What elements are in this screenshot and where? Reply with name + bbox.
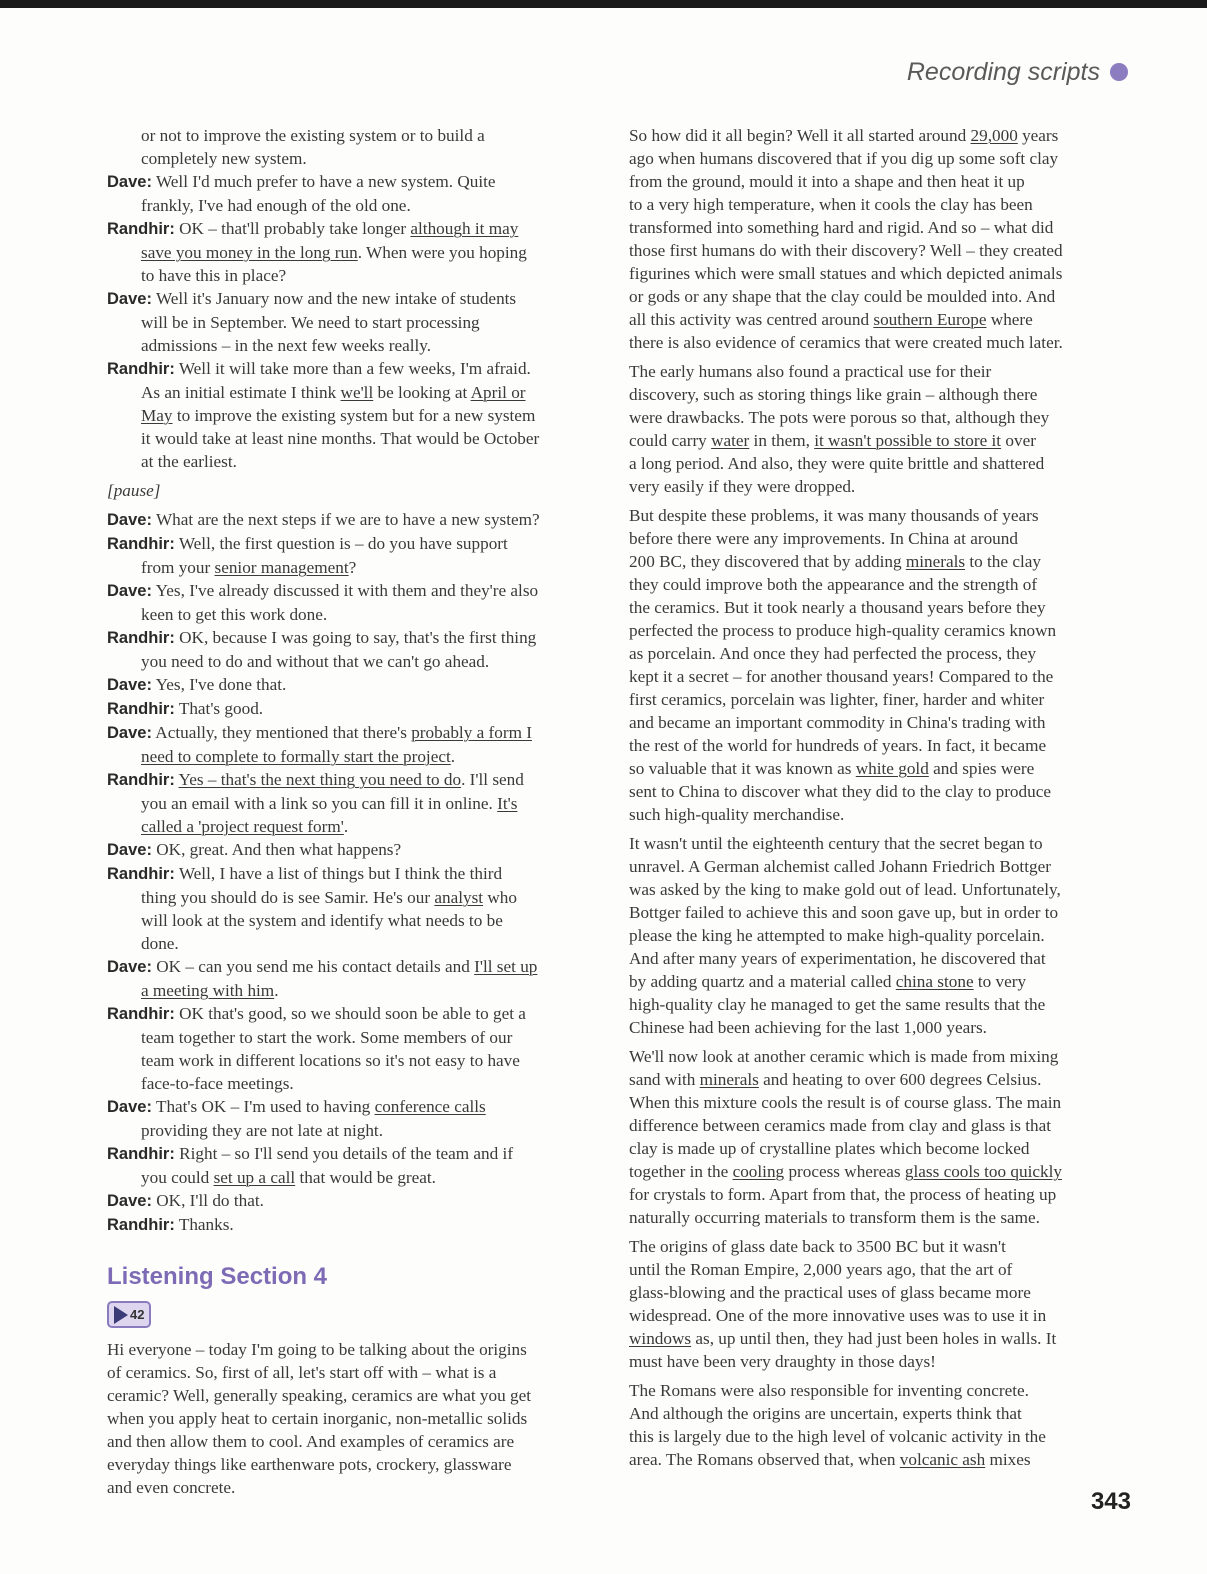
dialogue-turn bbox=[107, 673, 605, 697]
text-line: done. bbox=[141, 934, 179, 953]
text-line: all this activity was centred around southern Europe where bbox=[629, 310, 1033, 329]
dialogue-turn bbox=[107, 287, 605, 357]
text-line: figurines which were small statues and which depicted animals bbox=[629, 264, 1063, 283]
page-number: 343 bbox=[1090, 1488, 1131, 1515]
text-line: the rest of the world for hundreds of years. In fact, it became bbox=[629, 736, 1047, 755]
text-line: of ceramics. So, first of all, let's start off with – what is a bbox=[107, 1363, 497, 1382]
speaker-name: Randhir: bbox=[107, 771, 175, 789]
text-line: Dave: Well it's January now and the new intake of students bbox=[107, 289, 517, 308]
text-line: please the king he attempted to make high-quality porcelain. bbox=[629, 926, 1045, 945]
text-line: until the Roman Empire, 2,000 years ago, that the art of bbox=[629, 1260, 1013, 1279]
text-line: everyday things like earthenware pots, crockery, glassware bbox=[107, 1455, 512, 1474]
speaker-name: Dave: bbox=[107, 841, 152, 859]
text-line: were drawbacks. The pots were porous so that, although they bbox=[629, 408, 1050, 427]
dialogue-turn bbox=[107, 1095, 605, 1142]
text-line: could carry water in them, it wasn't possible to store it over bbox=[629, 431, 1036, 450]
text-line: Dave: Yes, I've done that. bbox=[107, 675, 287, 694]
speaker-name: Randhir: bbox=[107, 360, 175, 378]
text-line: The Romans were also responsible for inventing concrete. bbox=[629, 1381, 1029, 1400]
dialogue-turn bbox=[107, 1142, 605, 1189]
text-line: by adding quartz and a material called china stone to very bbox=[629, 972, 1027, 991]
text-line: you could set up a call that would be great. bbox=[141, 1168, 436, 1187]
text-line: a meeting with him. bbox=[141, 981, 279, 1000]
text-line: Randhir: That's good. bbox=[107, 699, 264, 718]
speaker-name: Randhir: bbox=[107, 700, 175, 718]
dialogue-turn bbox=[107, 721, 605, 768]
text-line: Randhir: Right – so I'll send you details of the team and if bbox=[107, 1144, 514, 1163]
text-line: must have been very draughty in those days! bbox=[629, 1352, 936, 1371]
body-paragraph bbox=[629, 1235, 1132, 1373]
text-line: naturally occurring materials to transform them is the same. bbox=[629, 1208, 1040, 1227]
text-line: Chinese had been achieving for the last 1,000 years. bbox=[629, 1018, 987, 1037]
speaker-name: Dave: bbox=[107, 1098, 152, 1116]
text-line: And after many years of experimentation, he discovered that bbox=[629, 949, 1046, 968]
dialogue-turn bbox=[107, 532, 605, 579]
text-line: such high-quality merchandise. bbox=[629, 805, 845, 824]
text-line: ceramic? Well, generally speaking, ceramics are what you get bbox=[107, 1386, 531, 1405]
header-bullet-icon bbox=[1110, 63, 1128, 81]
text-line: team together to start the work. Some members of our bbox=[141, 1028, 513, 1047]
text-line: Dave: Well I'd much prefer to have a new system. Quite bbox=[107, 172, 496, 191]
text-line: Dave: Actually, they mentioned that there's probably a form I bbox=[107, 723, 532, 742]
dialogue-turn bbox=[107, 626, 605, 673]
text-line: Dave: What are the next steps if we are to have a new system? bbox=[107, 510, 540, 529]
speaker-name: Randhir: bbox=[107, 629, 175, 647]
text-line: or not to improve the existing system or to build a bbox=[141, 126, 485, 145]
dialogue-block-1 bbox=[107, 170, 605, 473]
dialogue-turn bbox=[107, 1213, 605, 1237]
dialogue-turn bbox=[107, 1189, 605, 1213]
text-line: Randhir: OK – that'll probably take longer although it may bbox=[107, 219, 519, 238]
text-line: to a very high temperature, when it cools the clay has been bbox=[629, 195, 1033, 214]
text-line: sand with minerals and heating to over 600 degrees Celsius. bbox=[629, 1070, 1042, 1089]
text-line: together in the cooling process whereas glass cools too quickly bbox=[629, 1162, 1062, 1181]
text-line: and even concrete. bbox=[107, 1478, 236, 1497]
running-header bbox=[907, 56, 1128, 88]
speaker-name: Dave: bbox=[107, 290, 152, 308]
text-line: a long period. And also, they were quite brittle and shattered bbox=[629, 454, 1045, 473]
dialogue-turn bbox=[107, 955, 605, 1002]
dialogue-turn bbox=[107, 838, 605, 862]
text-line: the ceramics. But it took nearly a thousand years before they bbox=[629, 598, 1046, 617]
speaker-name: Dave: bbox=[107, 511, 152, 529]
text-line: Dave: Yes, I've already discussed it with them and they're also bbox=[107, 581, 539, 600]
body-paragraph bbox=[629, 1045, 1132, 1229]
body-paragraph bbox=[629, 124, 1132, 354]
text-line: or gods or any shape that the clay could be moulded into. And bbox=[629, 287, 1056, 306]
text-line: Randhir: Well it will take more than a few weeks, I'm afraid. bbox=[107, 359, 531, 378]
pause-marker: [pause] bbox=[107, 481, 161, 500]
header-title: Recording scripts bbox=[906, 57, 1100, 86]
speaker-name: Dave: bbox=[107, 173, 152, 191]
text-line: perfected the process to produce high-quality ceramics known bbox=[629, 621, 1057, 640]
text-line: face-to-face meetings. bbox=[141, 1074, 294, 1093]
text-line: Randhir: Yes – that's the next thing you need to do. I'll send bbox=[107, 770, 524, 789]
text-line: high-quality clay he managed to get the same results that the bbox=[629, 995, 1046, 1014]
dialogue-block-2 bbox=[107, 508, 605, 1237]
body-paragraph bbox=[629, 832, 1132, 1039]
dialogue-turn bbox=[107, 357, 605, 473]
text-line: at the earliest. bbox=[141, 452, 237, 471]
text-line: you need to do and without that we can't go ahead. bbox=[141, 652, 490, 671]
speaker-name: Dave: bbox=[107, 958, 152, 976]
text-line: this is largely due to the high level of volcanic activity in the bbox=[629, 1427, 1046, 1446]
text-line: will look at the system and identify what needs to be bbox=[141, 911, 503, 930]
text-line: it would take at least nine months. That would be October bbox=[141, 429, 540, 448]
text-line: completely new system. bbox=[141, 149, 307, 168]
text-line: need to complete to formally start the project. bbox=[141, 747, 456, 766]
text-line: It wasn't until the eighteenth century that the secret began to bbox=[629, 834, 1043, 853]
text-line: Randhir: Well, I have a list of things but I think the third bbox=[107, 864, 503, 883]
text-line: Randhir: OK that's good, so we should soon be able to get a bbox=[107, 1004, 526, 1023]
play-icon bbox=[114, 1306, 128, 1324]
track-number: 42 bbox=[130, 1307, 145, 1322]
text-line: so valuable that it was known as white gold and spies were bbox=[629, 759, 1035, 778]
text-line: save you money in the long run. When were you hoping bbox=[141, 243, 527, 262]
text-line: thing you should do is see Samir. He's our analyst who bbox=[141, 888, 517, 907]
text-line: was asked by the king to make gold out of lead. Unfortunately, bbox=[629, 880, 1061, 899]
dialogue-turn bbox=[107, 862, 605, 955]
text-line: Dave: OK – can you send me his contact details and I'll set up bbox=[107, 957, 538, 976]
top-edge-bar bbox=[0, 0, 1207, 8]
text-line: for crystals to form. Apart from that, the process of heating up bbox=[629, 1185, 1057, 1204]
text-line: Dave: OK, great. And then what happens? bbox=[107, 840, 402, 859]
intro-paragraph bbox=[107, 1338, 605, 1499]
text-line: And although the origins are uncertain, experts think that bbox=[629, 1404, 1022, 1423]
text-line: before there were any improvements. In China at around bbox=[629, 529, 1018, 548]
text-line: keen to get this work done. bbox=[141, 605, 328, 624]
text-line: you an email with a link so you can fill it in online. It's bbox=[141, 794, 518, 813]
text-line: as porcelain. And once they had perfected the process, they bbox=[629, 644, 1037, 663]
text-line: admissions – in the next few weeks really. bbox=[141, 336, 432, 355]
text-line: clay is made up of crystalline plates which become locked bbox=[629, 1139, 1030, 1158]
speaker-name: Dave: bbox=[107, 724, 152, 742]
text-line: Randhir: Thanks. bbox=[107, 1215, 234, 1234]
opening-lines bbox=[107, 124, 605, 170]
audio-track-button[interactable] bbox=[107, 1301, 151, 1328]
text-line: But despite these problems, it was many thousands of years bbox=[629, 506, 1039, 525]
text-line: to have this in place? bbox=[141, 266, 287, 285]
dialogue-turn bbox=[107, 579, 605, 626]
text-line: transformed into something hard and rigid. And so – what did bbox=[629, 218, 1054, 237]
speaker-name: Dave: bbox=[107, 1192, 152, 1210]
text-line: from the ground, mould it into a shape and then heat it up bbox=[629, 172, 1025, 191]
text-line: sent to China to discover what they did to the clay to produce bbox=[629, 782, 1051, 801]
speaker-name: Dave: bbox=[107, 582, 152, 600]
dialogue-turn bbox=[107, 508, 605, 532]
dialogue-turn bbox=[107, 768, 605, 838]
body-paragraph bbox=[629, 1379, 1132, 1471]
speaker-name: Randhir: bbox=[107, 865, 175, 883]
text-line: they could improve both the appearance and the strength of bbox=[629, 575, 1038, 594]
left-column bbox=[107, 124, 605, 1505]
text-line: windows as, up until then, they had just been holes in walls. It bbox=[629, 1329, 1057, 1348]
text-line: difference between ceramics made from clay and glass is that bbox=[629, 1116, 1052, 1135]
text-line: when you apply heat to certain inorganic, non-metallic solids bbox=[107, 1409, 528, 1428]
text-line: providing they are not late at night. bbox=[141, 1121, 383, 1140]
dialogue-turn bbox=[107, 1002, 605, 1095]
speaker-name: Randhir: bbox=[107, 1005, 175, 1023]
text-line: Randhir: OK, because I was going to say, that's the first thing bbox=[107, 628, 537, 647]
text-line: When this mixture cools the result is of course glass. The main bbox=[629, 1093, 1062, 1112]
speaker-name: Dave: bbox=[107, 676, 152, 694]
text-line: frankly, I've had enough of the old one. bbox=[141, 196, 411, 215]
text-line: Randhir: Well, the first question is – do you have support bbox=[107, 534, 508, 553]
text-line: ago when humans discovered that if you dig up some soft clay bbox=[629, 149, 1059, 168]
text-line: discovery, such as storing things like grain – although there bbox=[629, 385, 1038, 404]
text-line: Dave: That's OK – I'm used to having conference calls bbox=[107, 1097, 486, 1116]
body-paragraph bbox=[629, 504, 1132, 826]
text-line: from your senior management? bbox=[141, 558, 357, 577]
text-line: As an initial estimate I think we'll be looking at April or bbox=[141, 383, 526, 402]
speaker-name: Randhir: bbox=[107, 535, 175, 553]
text-line: widespread. One of the more innovative uses was to use it in bbox=[629, 1306, 1047, 1325]
text-line: very easily if they were dropped. bbox=[629, 477, 856, 496]
text-line: Hi everyone – today I'm going to be talking about the origins bbox=[107, 1340, 527, 1359]
text-line: 200 BC, they discovered that by adding minerals to the clay bbox=[629, 552, 1041, 571]
section-title: Listening Section 4 bbox=[107, 1263, 328, 1290]
text-line: will be in September. We need to start processing bbox=[141, 313, 480, 332]
text-line: May to improve the existing system but for a new system bbox=[141, 406, 536, 425]
text-line: team work in different locations so it's not easy to have bbox=[141, 1051, 520, 1070]
text-line: So how did it all begin? Well it all started around 29,000 years bbox=[629, 126, 1059, 145]
right-column bbox=[629, 124, 1132, 1477]
dialogue-turn bbox=[107, 170, 605, 217]
body-paragraph bbox=[629, 360, 1132, 498]
text-line: The early humans also found a practical use for their bbox=[629, 362, 992, 381]
text-line: and became an important commodity in China's trading with bbox=[629, 713, 1046, 732]
dialogue-turn bbox=[107, 217, 605, 287]
text-line: kept it a secret – for another thousand years! Compared to the bbox=[629, 667, 1054, 686]
dialogue-turn bbox=[107, 697, 605, 721]
speaker-name: Randhir: bbox=[107, 220, 175, 238]
text-line: first ceramics, porcelain was lighter, finer, harder and whiter bbox=[629, 690, 1045, 709]
text-line: unravel. A German alchemist called Johann Friedrich Bottger bbox=[629, 857, 1051, 876]
text-line: Dave: OK, I'll do that. bbox=[107, 1191, 264, 1210]
text-line: Bottger failed to achieve this and soon gave up, but in order to bbox=[629, 903, 1059, 922]
text-line: and then allow them to cool. And examples of ceramics are bbox=[107, 1432, 515, 1451]
text-line: those first humans do with their discovery? Well – they created bbox=[629, 241, 1063, 260]
text-line: area. The Romans observed that, when volcanic ash mixes bbox=[629, 1450, 1031, 1469]
speaker-name: Randhir: bbox=[107, 1216, 175, 1234]
text-line: there is also evidence of ceramics that were created much later. bbox=[629, 333, 1063, 352]
text-line: called a 'project request form'. bbox=[141, 817, 349, 836]
speaker-name: Randhir: bbox=[107, 1145, 175, 1163]
text-line: glass-blowing and the practical uses of glass became more bbox=[629, 1283, 1031, 1302]
text-line: The origins of glass date back to 3500 BC but it wasn't bbox=[629, 1237, 1006, 1256]
text-line: We'll now look at another ceramic which is made from mixing bbox=[629, 1047, 1059, 1066]
